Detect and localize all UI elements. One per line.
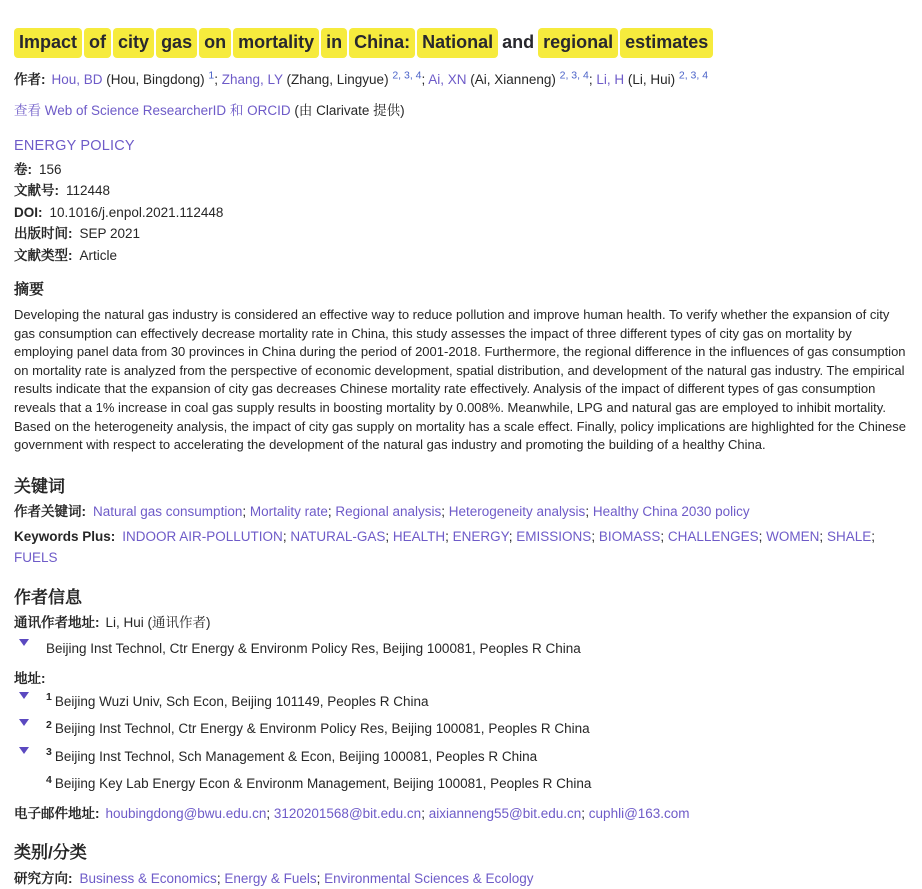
address-number-sup: 1 xyxy=(46,691,52,704)
address-row xyxy=(14,692,908,716)
reprint-address-row xyxy=(14,639,908,663)
abstract-header: 摘要 xyxy=(14,281,45,299)
email-list xyxy=(106,806,690,821)
researcherid-orcid-link[interactable]: 查看 Web of Science ResearcherID 和 ORCID xyxy=(14,103,291,118)
email-link[interactable]: 3120201568@bit.edu.cn xyxy=(273,806,422,822)
research-area-link[interactable]: Environmental Sciences & Ecology xyxy=(324,871,534,887)
expand-toggle[interactable] xyxy=(14,719,46,743)
separator: ; xyxy=(421,72,429,87)
keywords-plus-link[interactable]: HEALTH xyxy=(392,528,446,544)
address-text: $^2$ Beijing Inst Technol, Ctr Energy & Environm Policy Res, Beijing 100081, Peoples R China xyxy=(46,718,590,737)
author-keyword-link[interactable]: Natural gas consumption xyxy=(93,503,243,519)
separator: ; xyxy=(585,503,593,519)
email-link[interactable]: houbingdong@bwu.edu.cn xyxy=(105,806,267,822)
chevron-down-icon xyxy=(19,692,29,714)
bibliographic-fields xyxy=(14,159,908,266)
research-areas-list xyxy=(80,871,534,886)
title-word-highlighted: on xyxy=(199,28,231,58)
author-keyword-link[interactable]: Heterogeneity analysis xyxy=(448,503,586,519)
email-row xyxy=(14,803,908,824)
author-keyword-link[interactable]: Healthy China 2030 policy xyxy=(592,503,750,519)
abstract-text: Developing the natural gas industry is considered an effective way to reduce pollution and improve human health. To verify whether the expansion of city gas consumption can effectively decrease mortality rate in China, this study assesses the impact of three different types of city gas on mortality by employing panel data from 30 provinces in China during the period of 2001-2018. Furthermore, the regional difference in the influences of gas consumption on mortality rate is analyzed from the perspective of economic development, spatial distribution, and development of the natural gas industry. The empirical results indicate that the expansion of city gas decreases Chinese mortality rate effectively. Analysis of the impact of different types of gas consumption reveals that a 1% increase in coal gas supply results in boosting mortality by 0.008%. Meanwhile, LPG and natural gas are employed to inhibit mortality. Based on the heterogeneity analysis, the impact of city gas supply on mortality has a scale effect. Finally, policy implications are highlighted for the Chinese government with respect to accelerating the development of the natural gas industry and promoting the building of a healthy China. xyxy=(14,307,906,453)
authors-label: 作者: xyxy=(14,72,46,87)
reprint-value: Li, Hui (通讯作者) xyxy=(105,615,211,631)
addresses-label-row xyxy=(14,668,908,689)
author-info-header: 作者信息 xyxy=(14,588,82,608)
author-fullname: (Li, Hui) xyxy=(624,72,679,87)
keywords-plus-label: Keywords Plus: xyxy=(14,528,116,544)
field-label: 卷: xyxy=(14,162,32,177)
address-row xyxy=(14,747,908,771)
separator: ; xyxy=(316,871,325,887)
keywords-plus-link[interactable]: NATURAL-GAS xyxy=(290,528,386,544)
keywords-plus-link[interactable]: FUELS xyxy=(14,550,58,566)
separator: ; xyxy=(445,528,453,544)
chevron-down-icon xyxy=(19,747,29,769)
address-text: $^1$ Beijing Wuzi Univ, Sch Econ, Beijing 101149, Peoples R China xyxy=(46,691,429,709)
reprint-address-text: Beijing Inst Technol, Ctr Energy & Environm Policy Res, Beijing 100081, Peoples R China xyxy=(46,641,581,657)
author-keywords-label: 作者关键词: xyxy=(14,503,86,519)
expand-toggle[interactable] xyxy=(14,639,46,663)
separator: ; xyxy=(581,806,589,822)
title-word-highlighted: of xyxy=(84,28,111,58)
field-row xyxy=(14,223,908,244)
address-number-sup: 4 xyxy=(46,773,52,786)
separator: ; xyxy=(214,72,222,87)
title-word-highlighted: China: xyxy=(349,28,415,58)
author-link[interactable]: Li, H xyxy=(596,72,625,87)
chevron-down-icon xyxy=(19,719,29,741)
field-label: 出版时间: xyxy=(14,226,73,242)
field-row xyxy=(14,202,908,223)
title-word-highlighted: Impact xyxy=(14,28,82,58)
separator: ; xyxy=(266,806,274,822)
field-label: 文献类型: xyxy=(14,247,73,263)
author-link[interactable]: Ai, XN xyxy=(428,72,467,87)
author-keyword-link[interactable]: Regional analysis xyxy=(335,503,442,519)
author-keywords-row xyxy=(14,501,908,522)
field-value: Article xyxy=(79,247,118,263)
keywords-plus-link[interactable]: INDOOR AIR-POLLUTION xyxy=(122,528,283,544)
author-affiliation-sup: 2, 3, 4 xyxy=(392,69,422,82)
keywords-plus-link[interactable]: SHALE xyxy=(826,528,872,544)
author-fullname: (Hou, Bingdong) xyxy=(102,72,209,87)
title-word-highlighted: estimates xyxy=(620,28,713,58)
address-text: $^4$ Beijing Key Lab Energy Econ & Environm Management, Beijing 100081, Peoples R China xyxy=(46,773,592,792)
separator: ; xyxy=(385,528,393,544)
author-link[interactable]: Hou, BD xyxy=(51,72,103,87)
email-link[interactable]: cuphli@163.com xyxy=(588,806,690,822)
keywords-plus-link[interactable]: ENERGY xyxy=(452,528,509,544)
researcher-suffix: (由 Clarivate 提供) xyxy=(290,103,405,118)
title-word: and xyxy=(502,32,535,52)
separator: ; xyxy=(508,528,517,544)
address-row xyxy=(14,774,908,793)
address-number-sup: 3 xyxy=(46,746,52,759)
title-word-highlighted: in xyxy=(321,28,347,58)
keywords-plus-row xyxy=(14,526,908,568)
page-title xyxy=(14,28,908,58)
title-word-highlighted: city xyxy=(113,28,154,58)
addresses-list xyxy=(14,692,908,794)
addresses-label: 地址: xyxy=(14,670,46,686)
reprint-author-row xyxy=(14,612,908,633)
title-word-highlighted: National xyxy=(417,28,498,58)
research-area-link[interactable]: Energy & Fuels xyxy=(224,871,317,887)
address-number-sup: 2 xyxy=(46,718,52,731)
reprint-label: 通讯作者地址: xyxy=(14,615,100,631)
field-value: 156 xyxy=(39,162,62,177)
author-affiliation-sup: 2, 3, 4 xyxy=(678,69,709,82)
field-row xyxy=(14,180,908,201)
author-fullname: (Zhang, Lingyue) xyxy=(282,72,393,87)
researcher-line xyxy=(14,99,908,119)
separator: ; xyxy=(216,871,225,887)
keywords-plus-link[interactable]: BIOMASS xyxy=(598,528,661,544)
address-row xyxy=(14,719,908,743)
expand-toggle[interactable] xyxy=(14,747,46,771)
categories-header: 类别/分类 xyxy=(14,843,87,863)
title-word-highlighted: regional xyxy=(538,28,618,58)
separator: ; xyxy=(282,528,291,544)
field-row xyxy=(14,159,908,180)
address-text: $^3$ Beijing Inst Technol, Sch Management & Econ, Beijing 100081, Peoples R China xyxy=(46,746,538,764)
keywords-plus-link[interactable]: EMISSIONS xyxy=(516,528,592,544)
research-areas-row xyxy=(14,868,908,889)
field-label: DOI: xyxy=(14,204,43,220)
field-value: 112448 xyxy=(66,183,111,199)
author-affiliation-sup: 1 xyxy=(208,69,215,82)
field-value: 10.1016/j.enpol.2021.112448 xyxy=(49,204,224,220)
author-keyword-link[interactable]: Mortality rate xyxy=(249,503,328,519)
separator: ; xyxy=(871,528,875,544)
keywords-plus-link[interactable]: WOMEN xyxy=(766,528,820,544)
expand-spacer xyxy=(14,774,46,779)
separator: ; xyxy=(327,503,336,519)
author-keywords-list xyxy=(93,504,750,519)
authors-line xyxy=(14,70,908,90)
title-word-highlighted: gas xyxy=(156,28,197,58)
author-fullname: (Ai, Xianneng) xyxy=(466,72,560,87)
field-row xyxy=(14,245,908,266)
author-link[interactable]: Zhang, LY xyxy=(221,72,283,87)
authors-list xyxy=(51,69,709,87)
separator: ; xyxy=(588,72,597,87)
keywords-plus-list xyxy=(14,529,875,565)
separator: ; xyxy=(819,528,827,544)
research-area-link[interactable]: Business & Economics xyxy=(79,871,217,887)
separator: ; xyxy=(591,528,599,544)
separator: ; xyxy=(660,528,668,544)
journal-link[interactable]: ENERGY POLICY xyxy=(14,138,135,154)
chevron-down-icon xyxy=(19,639,29,661)
email-label: 电子邮件地址: xyxy=(14,806,100,822)
separator: ; xyxy=(421,806,429,822)
author-affiliation-sup: 2, 3, 4 xyxy=(559,69,589,82)
expand-toggle[interactable] xyxy=(14,692,46,716)
separator: ; xyxy=(242,503,250,519)
separator: ; xyxy=(758,528,767,544)
separator: ; xyxy=(441,503,449,519)
field-value: SEP 2021 xyxy=(79,226,141,242)
keywords-plus-link[interactable]: CHALLENGES xyxy=(667,528,759,544)
title-word-highlighted: mortality xyxy=(233,28,319,58)
keywords-header: 关键词 xyxy=(14,476,65,496)
research-areas-label: 研究方向: xyxy=(14,871,73,887)
field-label: 文献号: xyxy=(14,183,59,199)
email-link[interactable]: aixianneng55@bit.edu.cn xyxy=(428,806,582,822)
